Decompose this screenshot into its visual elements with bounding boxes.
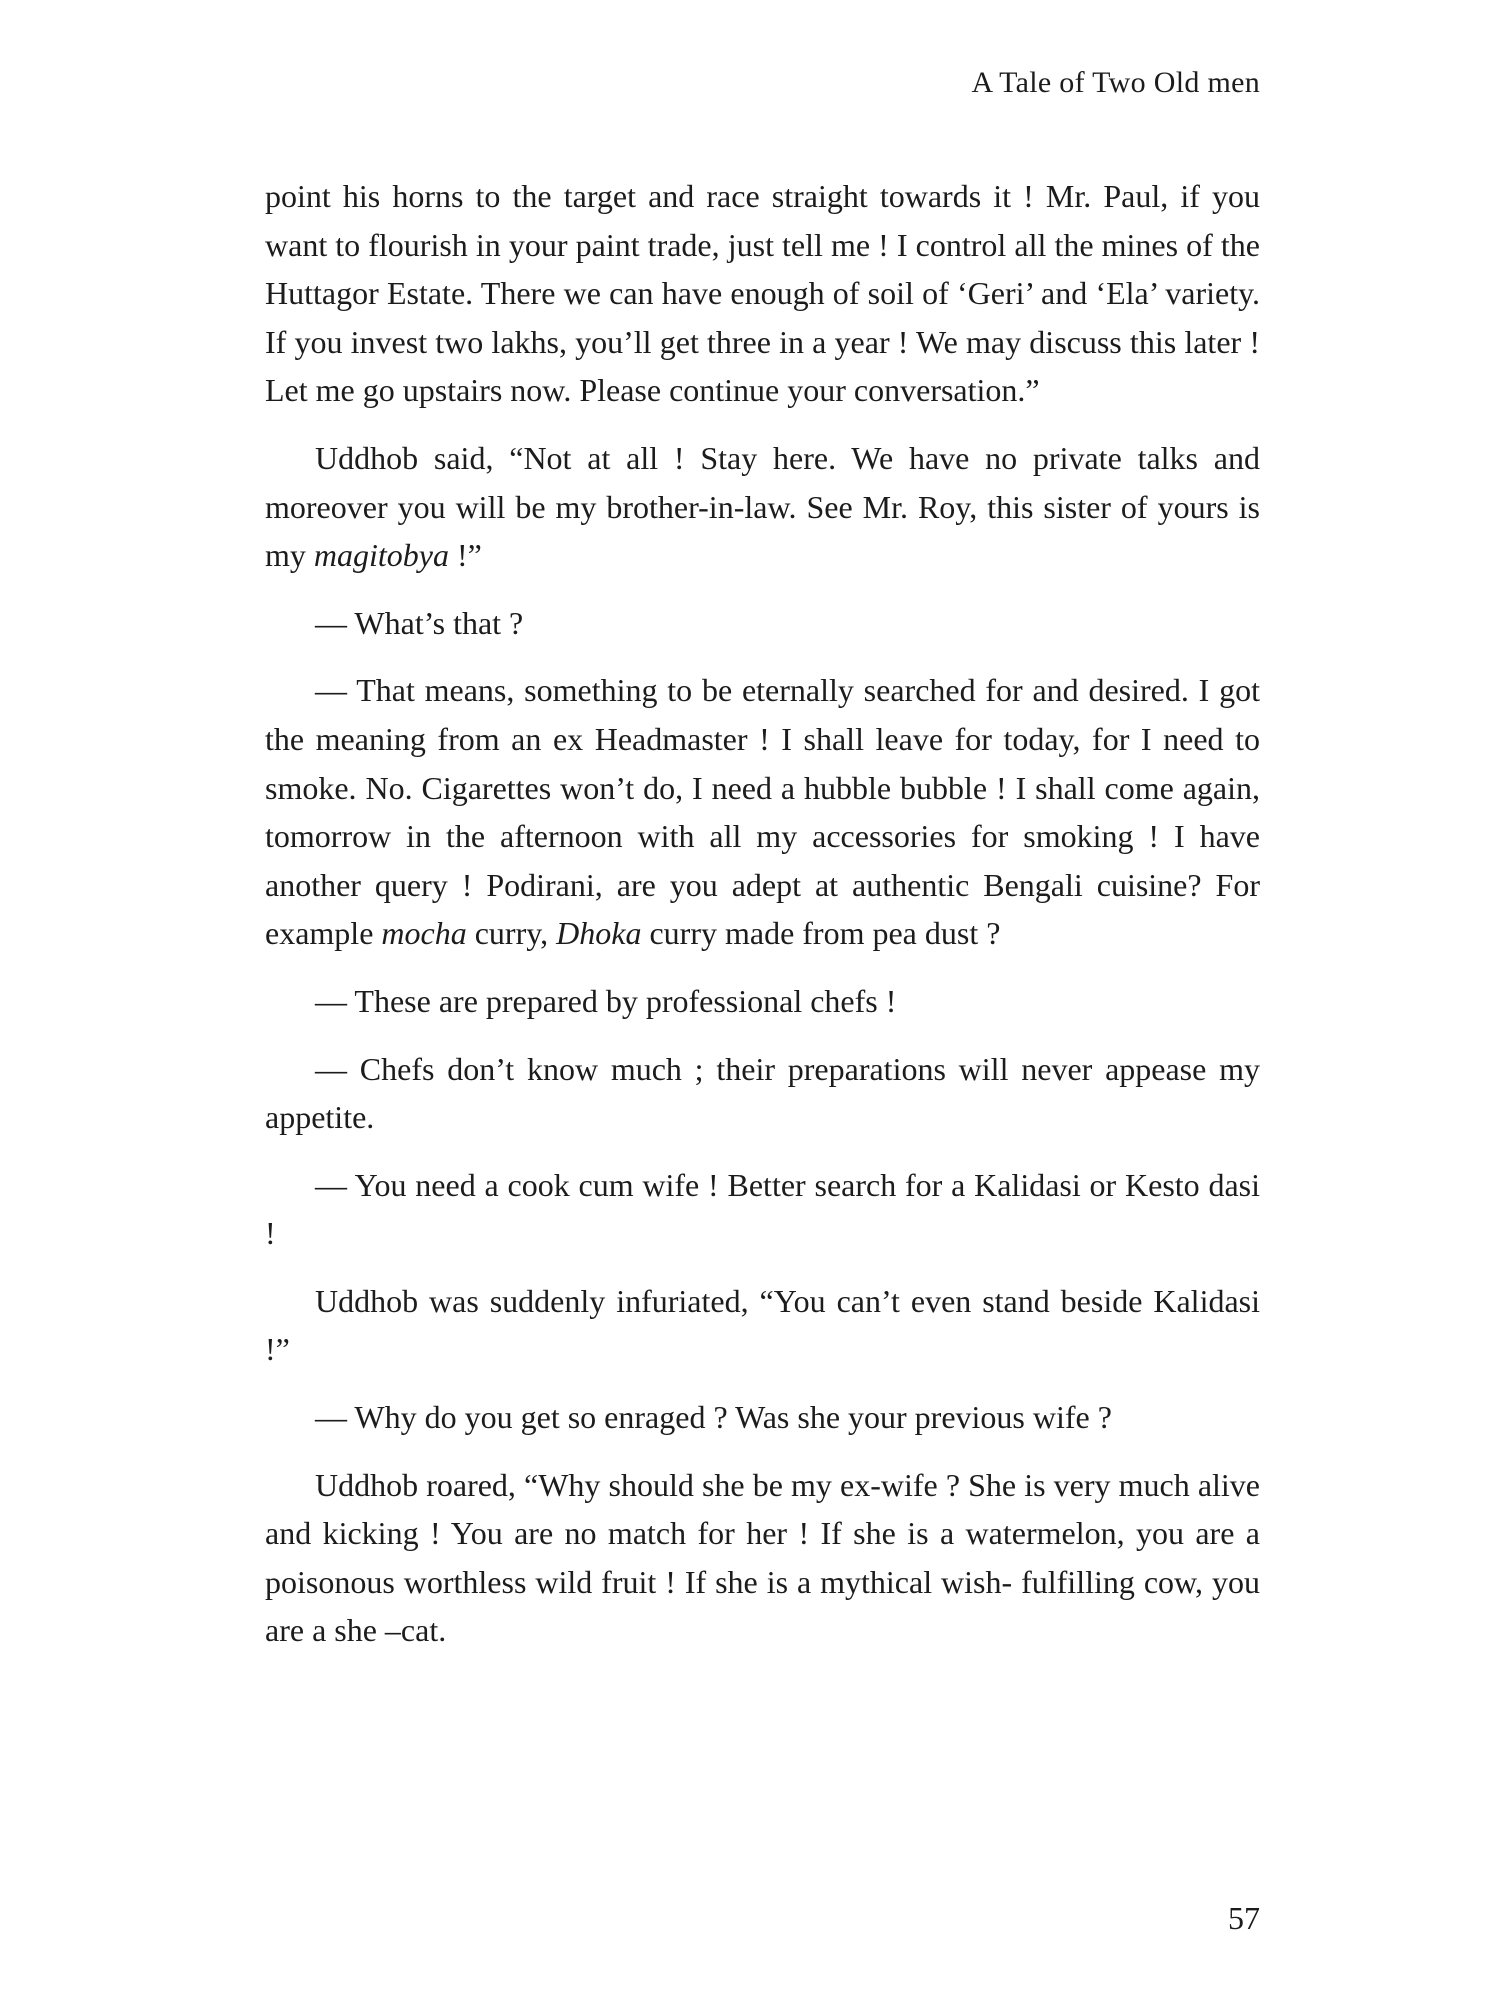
paragraph [265,1045,1260,1142]
text-segment: — These are prepared by professional chefs ! [315,982,897,1019]
page-number: 57 [1228,1900,1260,1936]
text-segment: !” [448,537,482,574]
paragraph [265,1393,1260,1442]
paragraph [265,666,1260,958]
text-segment: — Chefs don’t know much ; their preparations will never appease my appetite. [265,1050,1260,1136]
paragraph [265,172,1260,415]
text-segment: curry, [466,915,557,952]
text-segment: point his horns to the target and race straight towards it ! Mr. Paul, if you want to flourish in your paint trade, just tell me ! I control all the mines of the Huttagor Estate. There we can have enough of soil of ‘Geri’ and ‘Ela’ variety. If you invest two lakhs, you’ll get three in a year ! We may discuss this later ! Let me go upstairs now. Please continue your conversation.” [265,178,1260,409]
text-segment: curry made from pea dust ? [641,915,1001,952]
paragraph [265,977,1260,1026]
italic-term: Dhoka [556,915,642,952]
body-text [265,172,1260,1674]
running-head-title: A Tale of Two Old men [971,66,1260,99]
paragraph [265,1277,1260,1374]
paragraph [265,1161,1260,1258]
paragraph [265,599,1260,648]
text-segment: — What’s that ? [315,604,524,641]
text-segment: — Why do you get so enraged ? Was she your previous wife ? [315,1399,1112,1436]
italic-term: magitobya [313,537,449,574]
text-segment: Uddhob roared, “Why should she be my ex-wife ? She is very much alive and kicking ! You are no match for her ! If she is a watermelon, you are a poisonous worthless wild fruit ! If she is a mythical wish- fulfilling cow, you are a she –cat. [265,1466,1260,1649]
italic-term: mocha [381,915,467,952]
paragraph [265,434,1260,580]
text-segment: Uddhob said, “Not at all ! Stay here. We have no private talks and moreover you will be my brother-in-law. See Mr. Roy, this sister of yours is my [265,439,1260,574]
text-segment: — That means, something to be eternally searched for and desired. I got the meaning from an ex Headmaster ! I shall leave for today, for I need to smoke. No. Cigarettes won’t do, I need a hubble bubble ! I shall come again, tomorrow in the afternoon with all my accessories for smoking ! I have another query ! Podirani, are you adept at authentic Bengali cuisine? For example [265,672,1260,952]
text-segment: — You need a cook cum wife ! Better search for a Kalidasi or Kesto dasi ! [265,1166,1260,1252]
text-segment: Uddhob was suddenly infuriated, “You can’t even stand beside Kalidasi !” [265,1282,1260,1368]
paragraph [265,1461,1260,1655]
